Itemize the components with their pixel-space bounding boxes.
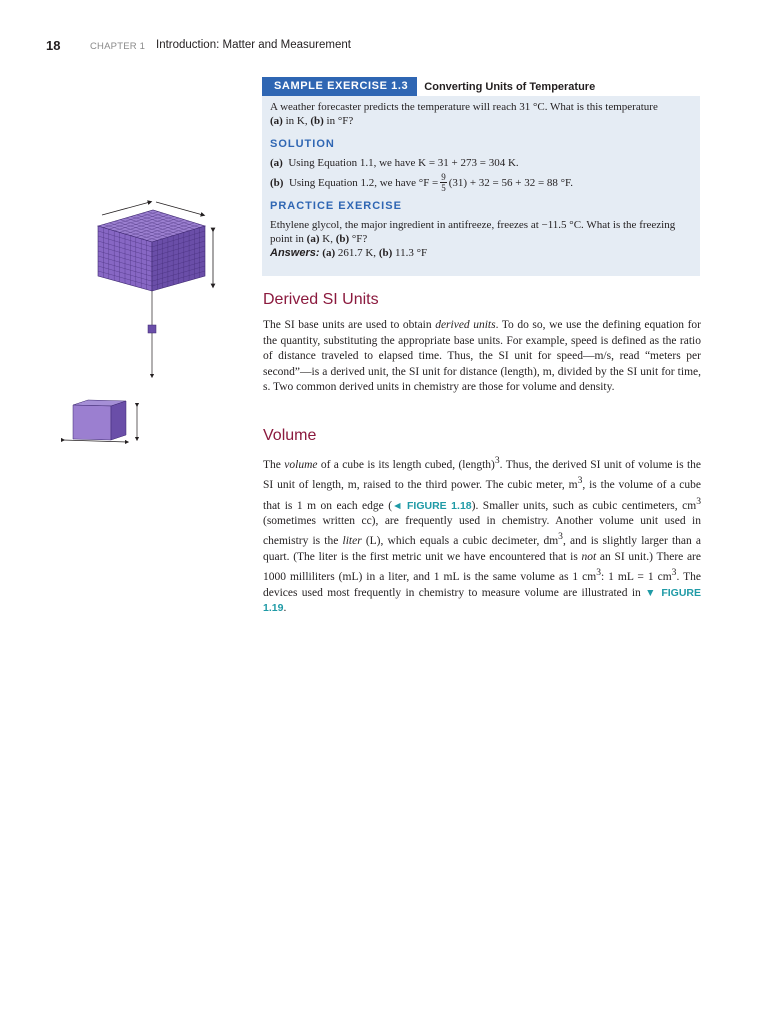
practice-heading: PRACTICE EXERCISE	[270, 200, 402, 212]
cube-volume-figure	[55, 196, 245, 446]
solution-b: (b) Using Equation 1.2, we have °F = $\frac{9}{5}$ (31) + 32 = 56 + 32 = 88 °F.	[270, 172, 574, 193]
page-number: 18	[46, 38, 61, 53]
figure-1-19-link[interactable]: ▼ FIGURE 1.19	[263, 586, 701, 615]
chapter-title: Introduction: Matter and Measurement	[156, 39, 351, 51]
sample-exercise-header	[262, 75, 700, 96]
chapter-label: CHAPTER 1	[90, 41, 146, 52]
problem-statement: A weather forecaster predicts the temperature will reach 31 °C. What is this temperature (a) in K, (b) in °F?	[270, 101, 658, 127]
small-cube-front	[73, 405, 111, 440]
small-cube-width-arrow	[63, 440, 127, 442]
solution-a: (a) Using Equation 1.1, we have K = 31 + 273 = 304 K.	[270, 157, 519, 169]
volume-heading: Volume	[263, 427, 317, 444]
fraction: $\frac{9}{5}$	[441, 172, 446, 193]
sample-exercise-tag: SAMPLE EXERCISE 1.3	[262, 77, 417, 96]
figure-1-18-link[interactable]: ◄ FIGURE 1.18	[392, 499, 472, 512]
derived-si-units-heading: Derived SI Units	[263, 291, 379, 308]
solution-heading: SOLUTION	[270, 138, 335, 150]
tiny-cube	[148, 325, 156, 333]
derived-si-units-paragraph: The SI base units are used to obtain derived units. To do so, we use the defining equation for the quantity, substituting the appropriate base units. For example, speed is defined as the ratio of distance traveled to elapsed time. Thus, the SI unit for speed—m/s, read “meters per second”—is a derived unit, the SI unit for distance (length), m, divided by the SI unit for time, s. Two common derived units in chemistry are those for volume and density.	[263, 319, 701, 393]
small-cube-side	[111, 401, 126, 440]
sample-exercise-title: Converting Units of Temperature	[424, 80, 596, 93]
sample-exercise-box	[262, 75, 700, 276]
practice-answers: Answers: (a) 261.7 K, (b) 11.3 °F	[270, 247, 428, 259]
practice-text: Ethylene glycol, the major ingredient in antifreeze, freezes at −11.5 °C. What is the freezing point in (a) K, (b) °F?	[270, 219, 676, 245]
volume-paragraph: The volume of a cube is its length cubed, (length)$^3$. Thus, the derived SI unit of volume is the SI unit of length, m, raised to the third power. The cubic meter, $m^3$, is the volume of a cube that is 1 m on each edge (◄ FIGURE 1.18). Smaller units, such as cubic centimeters, $cm^3$ (sometimes written cc), are frequently used in chemistry. Another volume unit used in chemistry is the liter (L), which equals a cubic decimeter, $dm^3$, and is slightly larger than a quart. (The liter is the first metric unit we have encountered that is not an SI unit.) There are 1000 milliliters (mL) in a liter, and 1 mL is the same volume as 1 $cm^3$: 1 mL = 1 $cm^3$. The devices used most frequently in chemistry to measure volume are illustrated in ▼ FIGURE 1.19.	[263, 455, 701, 615]
